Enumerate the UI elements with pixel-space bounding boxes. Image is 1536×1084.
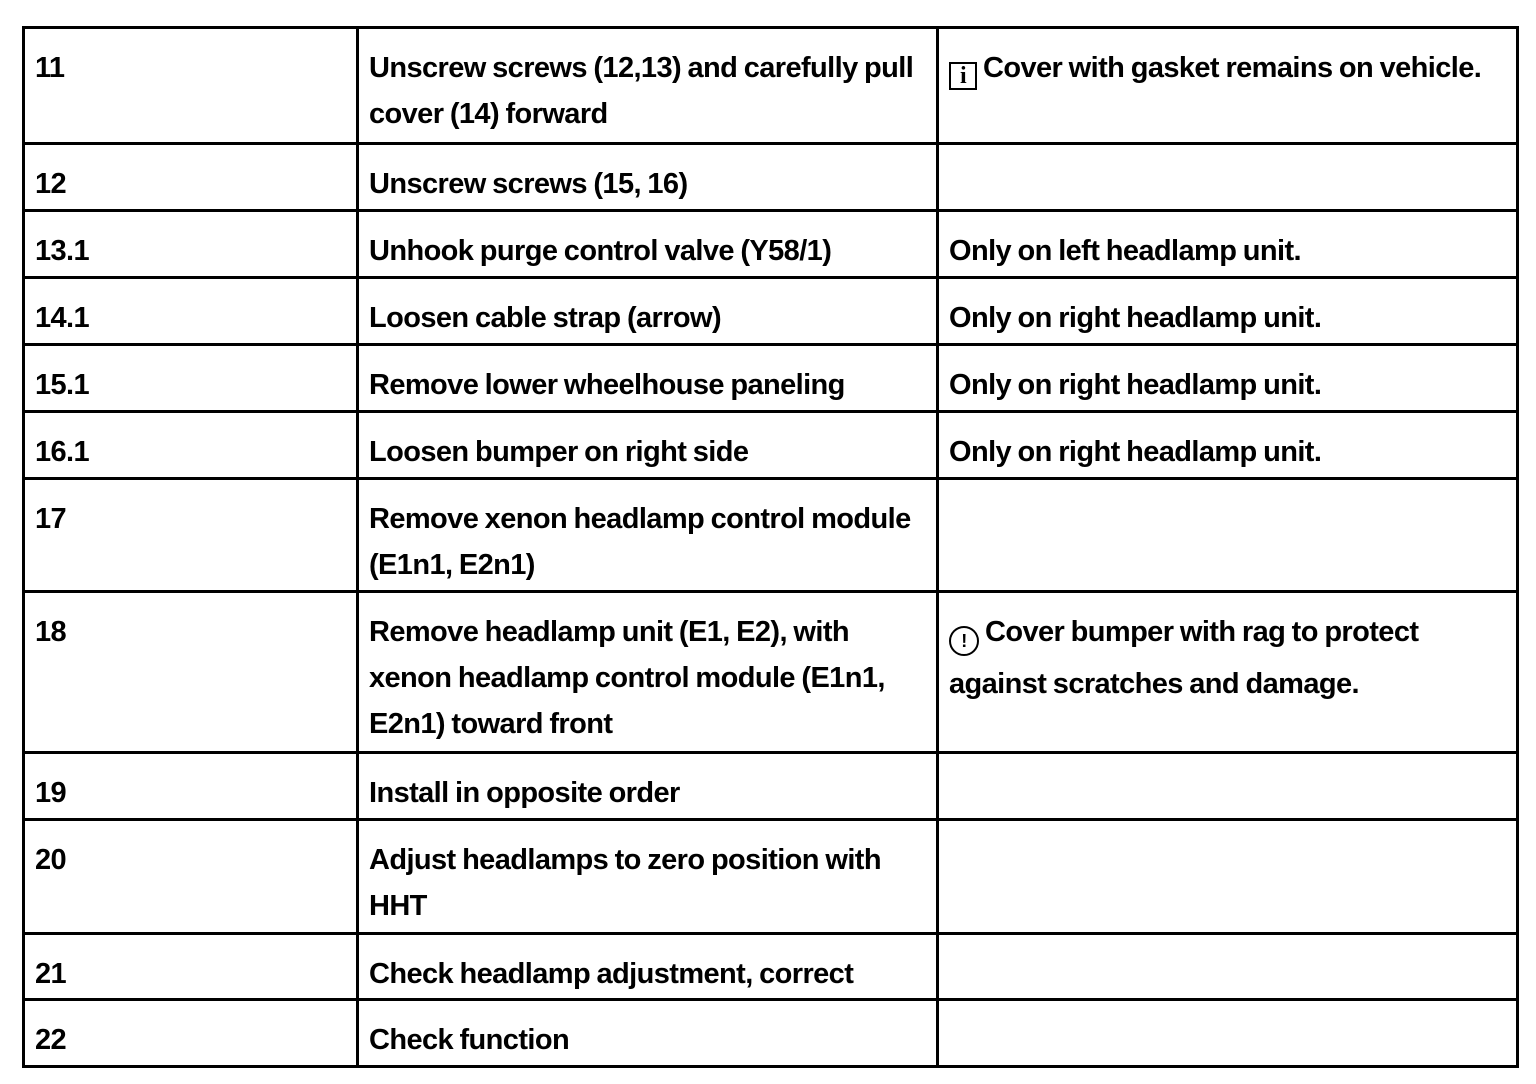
step-note [938,1000,1518,1067]
table-row [24,753,1518,820]
table-row [24,934,1518,1000]
step-number: 20 [24,820,358,934]
step-action: Check function [358,1000,938,1067]
step-action: Loosen cable strap (arrow) [358,278,938,345]
table-row [24,28,1518,144]
step-number: 16.1 [24,412,358,479]
step-note-text: Cover bumper with rag to protect against scratches and damage. [949,616,1419,700]
table-row [24,278,1518,345]
step-note [938,753,1518,820]
step-action: Unhook purge control valve (Y58/1) [358,211,938,278]
caution-icon: ! [949,615,979,661]
step-action: Remove headlamp unit (E1, E2), with xenon headlamp control module (E1n1, E2n1) toward front [358,592,938,753]
table-row [24,592,1518,753]
step-number: 21 [24,934,358,1000]
step-action: Unscrew screws (12,13) and carefully pull cover (14) forward [358,28,938,144]
step-action: Check headlamp adjustment, correct [358,934,938,1000]
step-action: Adjust headlamps to zero position with HHT [358,820,938,934]
step-number: 11 [24,28,358,144]
step-note [938,820,1518,934]
table-row [24,144,1518,211]
table-row [24,345,1518,412]
procedure-table [22,26,1519,1068]
table-row [24,820,1518,934]
step-number: 14.1 [24,278,358,345]
step-note-text: Cover with gasket remains on vehicle. [983,52,1482,84]
step-number: 13.1 [24,211,358,278]
step-note [938,144,1518,211]
step-note [938,592,1518,753]
step-action: Unscrew screws (15, 16) [358,144,938,211]
table-row [24,479,1518,592]
step-note: Only on left headlamp unit. [938,211,1518,278]
step-number: 19 [24,753,358,820]
step-note: Only on right headlamp unit. [938,345,1518,412]
step-number: 12 [24,144,358,211]
step-number: 15.1 [24,345,358,412]
step-number: 22 [24,1000,358,1067]
step-note: Only on right headlamp unit. [938,278,1518,345]
table-row [24,211,1518,278]
step-action: Loosen bumper on right side [358,412,938,479]
step-note [938,479,1518,592]
step-note [938,28,1518,144]
step-action: Remove lower wheelhouse paneling [358,345,938,412]
step-note: Only on right headlamp unit. [938,412,1518,479]
table-row [24,412,1518,479]
step-number: 18 [24,592,358,753]
step-number: 17 [24,479,358,592]
info-icon: i [949,51,977,97]
step-action: Install in opposite order [358,753,938,820]
step-note [938,934,1518,1000]
table-row [24,1000,1518,1067]
procedure-sheet [22,26,1516,1068]
step-action: Remove xenon headlamp control module (E1n1, E2n1) [358,479,938,592]
